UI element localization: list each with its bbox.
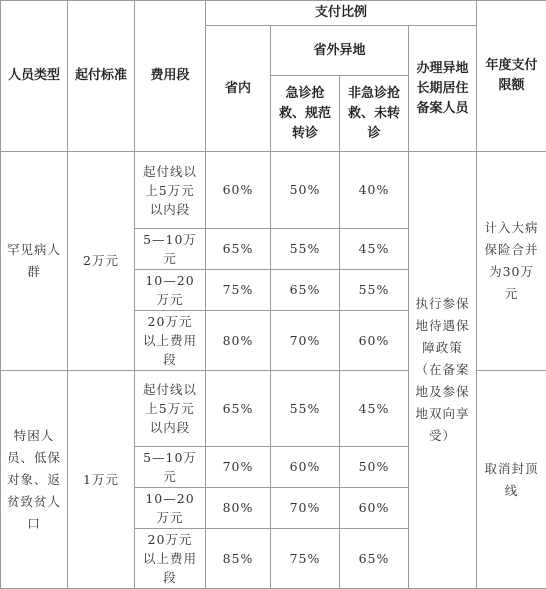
header-cost-segment: 费用段 bbox=[135, 1, 206, 152]
non-emergency-ratio: 55% bbox=[340, 270, 409, 311]
header-payment-ratio: 支付比例 bbox=[206, 1, 477, 26]
group-annual-limit: 计入大病保险合并为30万元 bbox=[477, 152, 546, 371]
header-in-province: 省内 bbox=[206, 26, 271, 152]
emergency-ratio: 50% bbox=[271, 152, 340, 229]
in-province-ratio: 75% bbox=[206, 270, 271, 311]
emergency-ratio: 70% bbox=[271, 488, 340, 529]
table-row bbox=[1, 152, 546, 229]
emergency-ratio: 70% bbox=[271, 311, 340, 371]
cost-segment: 10—20万元 bbox=[135, 270, 206, 311]
in-province-ratio: 70% bbox=[206, 447, 271, 488]
emergency-ratio: 75% bbox=[271, 529, 340, 589]
header-threshold: 起付标准 bbox=[68, 1, 135, 152]
cost-segment: 10—20万元 bbox=[135, 488, 206, 529]
cost-segment: 起付线以上5万元以内段 bbox=[135, 371, 206, 447]
in-province-ratio: 65% bbox=[206, 371, 271, 447]
group-threshold: 1万元 bbox=[68, 371, 135, 589]
non-emergency-ratio: 60% bbox=[340, 311, 409, 371]
in-province-ratio: 80% bbox=[206, 311, 271, 371]
emergency-ratio: 55% bbox=[271, 229, 340, 270]
group-type: 罕见病人群 bbox=[1, 152, 68, 371]
emergency-ratio: 65% bbox=[271, 270, 340, 311]
header-out-province: 省外异地 bbox=[271, 26, 409, 76]
group-annual-limit: 取消封顶线 bbox=[477, 371, 546, 589]
cost-segment: 20万元以上费用段 bbox=[135, 311, 206, 371]
cost-segment: 5—10万元 bbox=[135, 447, 206, 488]
header-emergency: 急诊抢救、规范转诊 bbox=[271, 76, 340, 152]
in-province-ratio: 65% bbox=[206, 229, 271, 270]
in-province-ratio: 80% bbox=[206, 488, 271, 529]
non-emergency-ratio: 45% bbox=[340, 371, 409, 447]
cost-segment: 20万元以上费用段 bbox=[135, 529, 206, 589]
header-non-emergency: 非急诊抢救、未转诊 bbox=[340, 76, 409, 152]
emergency-ratio: 55% bbox=[271, 371, 340, 447]
non-emergency-ratio: 50% bbox=[340, 447, 409, 488]
non-emergency-ratio: 45% bbox=[340, 229, 409, 270]
cost-segment: 起付线以上5万元以内段 bbox=[135, 152, 206, 229]
non-emergency-ratio: 60% bbox=[340, 488, 409, 529]
group-threshold: 2万元 bbox=[68, 152, 135, 371]
in-province-ratio: 60% bbox=[206, 152, 271, 229]
group-type: 特困人员、低保对象、返贫致贫人口 bbox=[1, 371, 68, 589]
cost-segment: 5—10万元 bbox=[135, 229, 206, 270]
header-person-type: 人员类型 bbox=[1, 1, 68, 152]
header-annual-limit: 年度支付限额 bbox=[477, 1, 546, 152]
in-province-ratio: 85% bbox=[206, 529, 271, 589]
header-long-term-residents: 办理异地长期居住备案人员 bbox=[409, 26, 477, 152]
long-term-policy: 执行参保地待遇保障政策（在备案地及参保地双向享受） bbox=[409, 152, 477, 589]
emergency-ratio: 60% bbox=[271, 447, 340, 488]
non-emergency-ratio: 40% bbox=[340, 152, 409, 229]
non-emergency-ratio: 65% bbox=[340, 529, 409, 589]
